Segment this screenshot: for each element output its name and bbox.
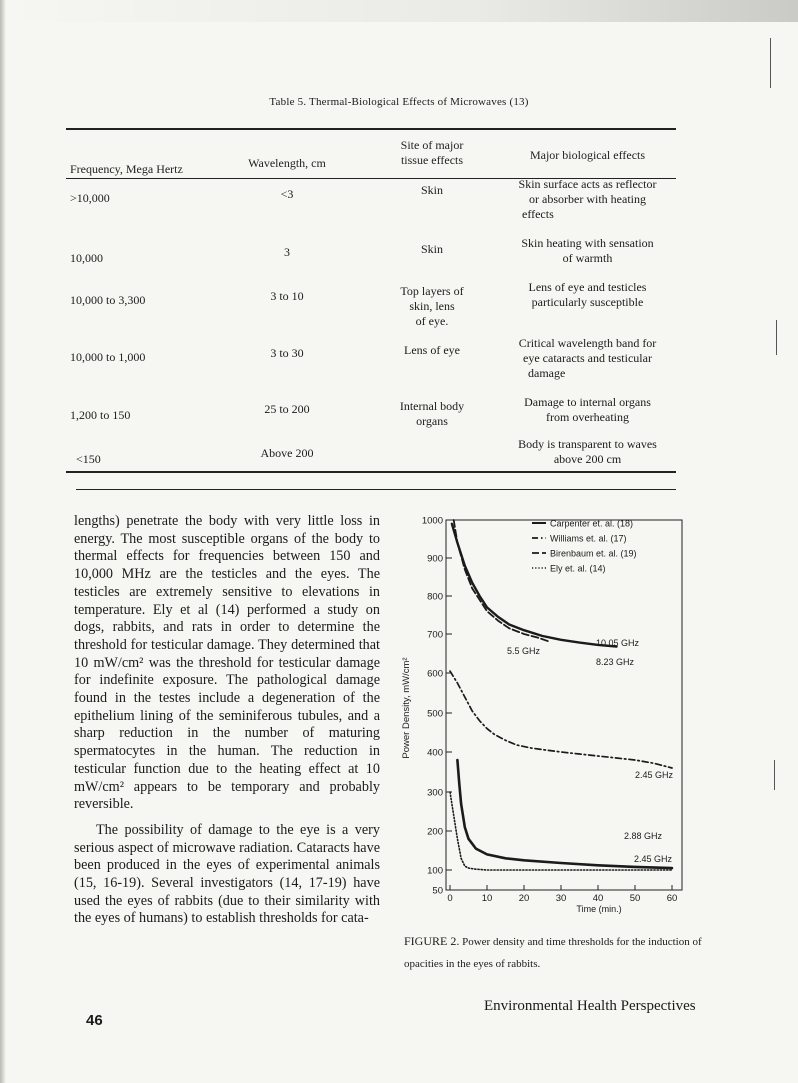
x-tick-label: 0	[447, 893, 453, 904]
x-tick-label: 30	[555, 893, 567, 904]
cell-line: above 200 cm	[553, 452, 622, 466]
table-top-rule	[66, 128, 676, 130]
cell-site	[372, 183, 492, 198]
cell-line: effects	[522, 207, 554, 221]
cell-line: Skin heating with sensation	[521, 236, 654, 250]
x-tick-label: 20	[518, 893, 530, 904]
cell-frequency: 10,000 to 3,300	[70, 293, 146, 307]
journal-name: Environmental Health Perspectives	[484, 998, 696, 1014]
figure-caption	[404, 930, 714, 975]
y-tick-label: 200	[427, 826, 443, 838]
figure-label: FIGURE 2.	[404, 934, 460, 948]
cell-line: of warmth	[562, 251, 613, 265]
cell-frequency: 10,000 to 1,000	[70, 350, 146, 364]
y-axis-label: Power Density, mW/cm²	[401, 657, 412, 759]
cell-site	[372, 399, 492, 429]
cell-site	[372, 242, 492, 257]
cell-line: eye cataracts and testicular	[523, 351, 652, 365]
cell-wavelength: 25 to 200	[264, 402, 310, 416]
scan-mark	[774, 760, 775, 790]
cell-site	[372, 284, 492, 329]
cell-line: from overheating	[546, 410, 629, 424]
header-site-line: Site of major	[400, 138, 464, 152]
cell-line: Top layers of	[400, 284, 464, 298]
body-paragraph: The possibility of damage to the eye is a very serious aspect of microwave radiation. Cataracts have been produced in the eyes of experimental animals (15, 16-19). Several investigators (14, 17-19) have used the eyes of rabbits (due to their similarity with the eyes of humans) to establish thresholds for cata-	[74, 821, 380, 927]
cell-line: Body is transparent to waves	[518, 437, 657, 451]
table-bottom-rule	[66, 471, 676, 473]
cell-effects	[500, 177, 675, 222]
y-tick-label: 600	[427, 668, 443, 680]
cell-frequency: >10,000	[70, 191, 110, 205]
cell-effects	[500, 437, 675, 467]
y-tick-label: 800	[427, 591, 443, 603]
cell-wavelength: <3	[280, 187, 294, 201]
cell-line: of eye.	[415, 314, 449, 328]
cell-line: Lens of eye	[404, 343, 460, 357]
cell-wavelength: 3 to 10	[270, 289, 304, 303]
y-tick-label: 50	[432, 885, 443, 897]
cell-line: Damage to internal organs	[524, 395, 651, 409]
curve-annotation: 2.45 GHz	[635, 770, 674, 780]
y-tick-label: 400	[427, 747, 443, 759]
page-rule	[76, 489, 676, 490]
body-text-column	[74, 513, 380, 928]
cell-line: or absorber with heating	[529, 192, 646, 206]
header-effects: Major biological effects	[529, 148, 646, 162]
legend-label: Ely et. al. (14)	[550, 563, 606, 574]
cell-effects	[500, 395, 675, 425]
cell-line: organs	[416, 414, 448, 428]
legend-label: Williams et. al. (17)	[550, 533, 627, 544]
legend-label: Birenbaum et. al. (19)	[550, 548, 637, 559]
x-tick-label: 10	[481, 893, 493, 904]
cell-wavelength: 3	[284, 245, 290, 259]
scan-top-edge	[0, 0, 798, 22]
cell-site	[372, 343, 492, 358]
figure-caption-text: Power density and time thresholds for the induction of opacities in the eyes of rabbits.	[404, 936, 702, 970]
y-tick-label: 1000	[421, 515, 443, 527]
series-line	[450, 671, 672, 768]
curve-annotation: 8.23 GHz	[596, 657, 635, 667]
scan-left-edge	[0, 0, 6, 1083]
cell-line: Skin	[420, 242, 443, 256]
legend-label: Carpenter et. al. (18)	[550, 518, 634, 529]
x-tick-label: 40	[592, 893, 604, 904]
y-tick-label: 100	[427, 865, 443, 877]
table-title: Table 5. Thermal-Biological Effects of Microwaves (13)	[269, 96, 529, 108]
scan-mark	[776, 320, 777, 355]
cell-frequency: 1,200 to 150	[70, 408, 131, 422]
header-site	[372, 138, 492, 168]
cell-line: Internal body	[399, 399, 465, 413]
cell-line: particularly susceptible	[531, 295, 644, 309]
curve-annotation: 5.5 GHz	[507, 646, 541, 656]
cell-line: Skin	[420, 183, 443, 197]
cell-wavelength: Above 200	[260, 446, 314, 460]
cell-effects	[500, 336, 675, 381]
cell-frequency: <150	[76, 452, 101, 466]
curve-annotation: 2.88 GHz	[624, 831, 663, 841]
y-tick-label: 700	[427, 629, 443, 641]
cell-line: skin, lens	[409, 299, 455, 313]
cell-wavelength: 3 to 30	[270, 346, 304, 360]
scan-mark	[770, 38, 771, 88]
cell-effects	[500, 280, 675, 310]
y-tick-label: 300	[427, 787, 443, 799]
y-tick-label: 900	[427, 553, 443, 565]
curve-annotation: 10.05 GHz	[596, 638, 640, 648]
cell-line: damage	[528, 366, 566, 380]
header-wavelength: Wavelength, cm	[248, 156, 326, 170]
cell-line: Skin surface acts as reflector	[518, 177, 657, 191]
y-tick-label: 500	[427, 708, 443, 720]
page-number: 46	[86, 1012, 103, 1029]
curve-annotation: 2.45 GHz	[634, 854, 673, 864]
cell-line: Critical wavelength band for	[518, 336, 657, 350]
x-tick-label: 60	[666, 893, 678, 904]
x-axis-label: Time (min.)	[576, 904, 622, 914]
body-paragraph: lengths) penetrate the body with very little loss in energy. The most susceptible organs of the body to thermal effects for frequencies between 150 and 10,000 MHz are the testicles and the eyes. The testicles are extremely sensitive to elevations in temperature. Ely et al (14) performed a study on dogs, rabbits, and rats in order to determine the threshold for testicular damage. They determined that 10 mW/cm² was the threshold for testicular damage for indefinite exposure. The pathological damage found in the testes include a degeneration of the epithelium lining of the seminiferous tubules, and a sharp reduction in the number of maturing spermatocytes in the human. The reduction in testicular function due to the heating effect at 10 mW/cm² appears to be temporary and probably reversible.	[74, 513, 380, 813]
x-tick-label: 50	[629, 893, 641, 904]
figure-2-chart	[392, 508, 702, 918]
plot-area	[401, 516, 682, 915]
cell-frequency: 10,000	[70, 251, 103, 265]
cell-effects	[500, 236, 675, 266]
header-site-line: tissue effects	[400, 153, 464, 167]
cell-line: Lens of eye and testicles	[528, 280, 647, 294]
header-frequency: Frequency, Mega Hertz	[70, 162, 183, 176]
